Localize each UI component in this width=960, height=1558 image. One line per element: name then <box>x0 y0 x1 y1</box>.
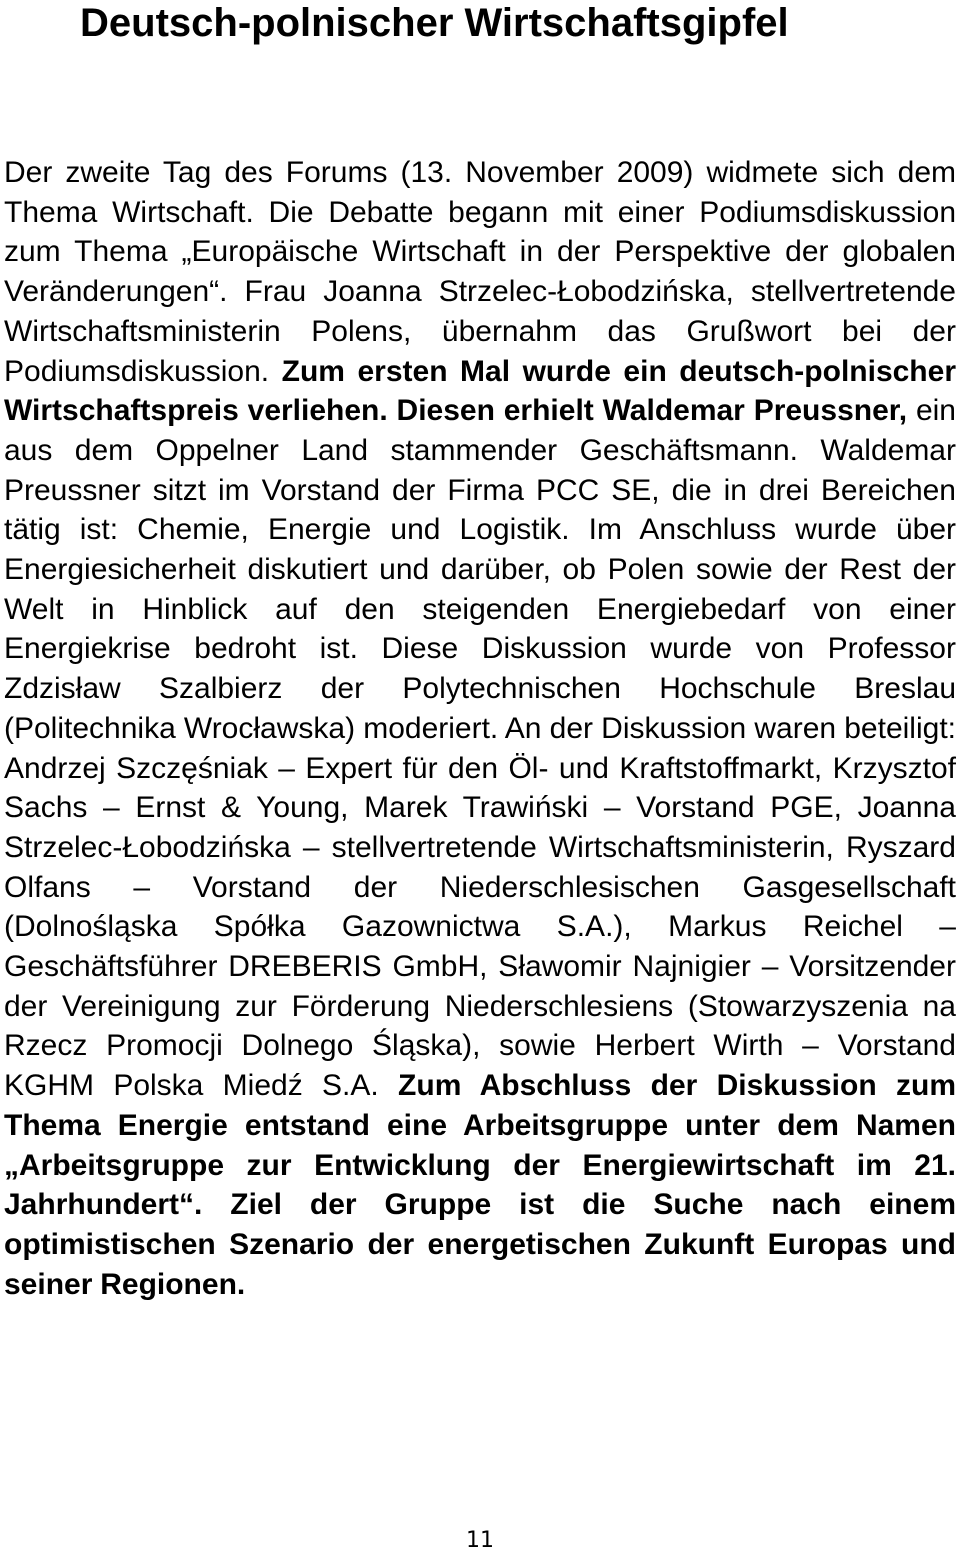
page-number: 11 <box>466 1528 494 1553</box>
paragraph-segment-conclusion: Zum Abschluss der Diskussion zum Thema Energie entstand eine Arbeitsgruppe unter dem Namen „Arbeitsgruppe zur Entwicklung der Energiewirtschaft im 21. Jahrhundert“. Ziel der Gruppe ist die Suche nach einem optimistischen Szenario der energetischen Zukunft Europas und seiner Regionen. <box>4 1069 956 1301</box>
paragraph-segment-discussion: ein aus dem Oppelner Land stammender Geschäftsmann. Waldemar Preussner sitzt im Vorstand der Firma PCC SE, die in drei Bereichen tätig ist: Chemie, Energie und Logistik. Im Anschluss wurde über Energiesicherheit diskutiert und darüber, ob Polen sowie der Rest der Welt in Hinblick auf den steigenden Energiebedarf von einer Energiekrise bedroht ist. Diese Diskussion wurde von Professor Zdzisław Szalbierz der Polytechnischen Hochschule Breslau (Politechnika Wrocławska) moderiert. An der Diskussion waren beteiligt: Andrzej Szczęśniak – Expert für den Öl- und Kraftstoffmarkt, Krzysztof Sachs – Ernst & Young, Marek Trawiński – Vorstand PGE, Joanna Strzelec-Łobodzińska – stellvertretende Wirtschaftsministerin, Ryszard Olfans – Vorstand der Niederschlesischen Gasgesellschaft (Dolnośląska Spółka Gazownictwa S.A.), Markus Reichel – Geschäftsführer DREBERIS GmbH, Sławomir Najnigier – Vorsitzender der Vereinigung zur Förderung Niederschlesiens (Stowarzyszenia na Rzecz Promocji Dolnego Śląska), sowie Herbert Wirth – Vorstand KGHM Polska Miedź S.A. <box>4 394 956 1103</box>
paragraph-segment-intro: Der zweite Tag des Forums (13. November 2009) widmete sich dem Thema Wirtschaft. Die Debatte begann mit einer Podiumsdiskussion zum Thema „Europäische Wirtschaft in der Perspektive der globalen Veränderungen“. Frau Joanna Strzelec-Łobodzińska, stellvertretende Wirtschaftsministerin Polens, übernahm das Grußwort bei der Podiumsdiskussion. <box>4 156 956 388</box>
article-paragraph <box>4 153 956 1304</box>
paragraph-segment-award: Zum ersten Mal wurde ein deutsch-polnischer Wirtschaftspreis verliehen. Diesen erhielt Waldemar Preussner, <box>4 354 956 428</box>
page-title: Deutsch-polnischer Wirtschaftsgipfel <box>80 1 789 45</box>
